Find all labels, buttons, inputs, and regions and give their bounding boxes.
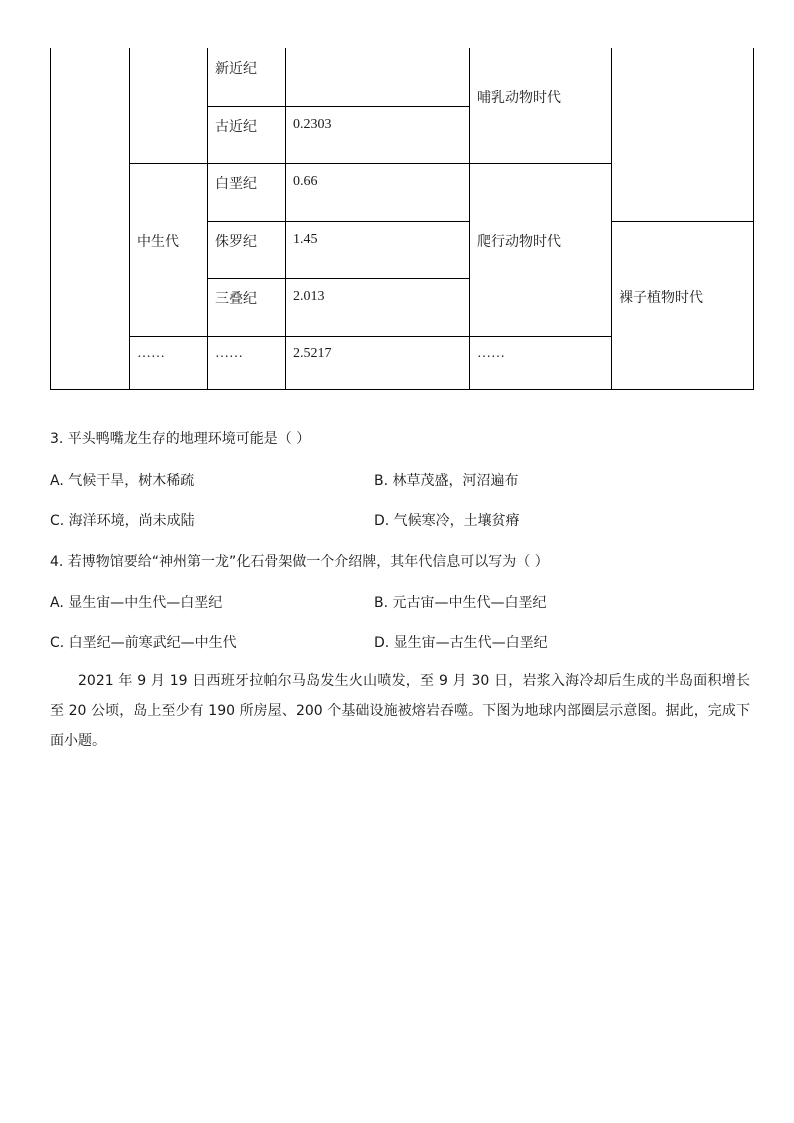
- question-3-stem: 3. 平头鸭嘴龙生存的地理环境可能是（ ）: [50, 431, 311, 447]
- question-4-stem: 4. 若博物馆要给“神州第一龙”化石骨架做一个介绍牌，其年代信息可以写为（ ）: [50, 554, 549, 570]
- table-divider: [285, 48, 286, 390]
- value-cell: 0.66: [293, 174, 318, 189]
- era-cell: ……: [137, 346, 165, 361]
- question-3-option-d: D. 气候寒冷，土壤贫瘠: [374, 513, 520, 529]
- value-cell: 2.013: [293, 289, 325, 304]
- table-divider: [129, 163, 612, 164]
- passage-paragraph: 2021 年 9 月 19 日西班牙拉帕尔马岛发生火山喷发，至 9 月 30 日，岩浆入海冷却后生成的半岛面积增长至 20 公顷，岛上至少有 190 所房屋、200 个基础设施被熔岩吞噬。下图为地球内部圈层示意图。据此，完成下面小题。: [50, 673, 750, 749]
- table-divider: [469, 48, 470, 390]
- value-cell: 2.5217: [293, 346, 332, 361]
- table-divider: [611, 48, 612, 390]
- animal-era-cell: 爬行动物时代: [477, 234, 561, 250]
- period-cell: ……: [215, 346, 243, 361]
- animal-era-cell: ……: [477, 346, 505, 361]
- table-divider: [207, 278, 470, 279]
- question-4-option-b: B. 元古宙—中生代—白垩纪: [374, 595, 547, 611]
- table-divider: [207, 106, 470, 107]
- table-border-left: [50, 48, 51, 390]
- period-cell: 白垩纪: [215, 176, 257, 192]
- question-3-option-a: A. 气候干旱，树木稀疏: [50, 473, 195, 489]
- question-3-option-c: C. 海洋环境，尚未成陆: [50, 513, 195, 529]
- question-3-option-b: B. 林草茂盛，河沼遍布: [374, 473, 519, 489]
- period-cell: 新近纪: [215, 61, 257, 77]
- period-cell: 侏罗纪: [215, 234, 257, 250]
- table-divider: [129, 48, 130, 390]
- question-4-option-c: C. 白垩纪—前寒武纪—中生代: [50, 635, 237, 651]
- era-cell: 中生代: [137, 234, 179, 250]
- question-4-option-a: A. 显生宙—中生代—白垩纪: [50, 595, 223, 611]
- period-cell: 三叠纪: [215, 291, 257, 307]
- table-divider: [207, 221, 470, 222]
- animal-era-cell: 哺乳动物时代: [477, 90, 561, 106]
- table-border-right: [753, 48, 754, 390]
- table-divider: [207, 48, 208, 390]
- table-divider: [611, 221, 754, 222]
- value-cell: 1.45: [293, 232, 318, 247]
- question-4-option-d: D. 显生宙—古生代—白垩纪: [374, 635, 548, 651]
- plant-era-cell: 裸子植物时代: [619, 290, 703, 306]
- table-border-bottom: [50, 389, 754, 390]
- table-divider: [129, 336, 612, 337]
- period-cell: 古近纪: [215, 119, 257, 135]
- value-cell: 0.2303: [293, 117, 332, 132]
